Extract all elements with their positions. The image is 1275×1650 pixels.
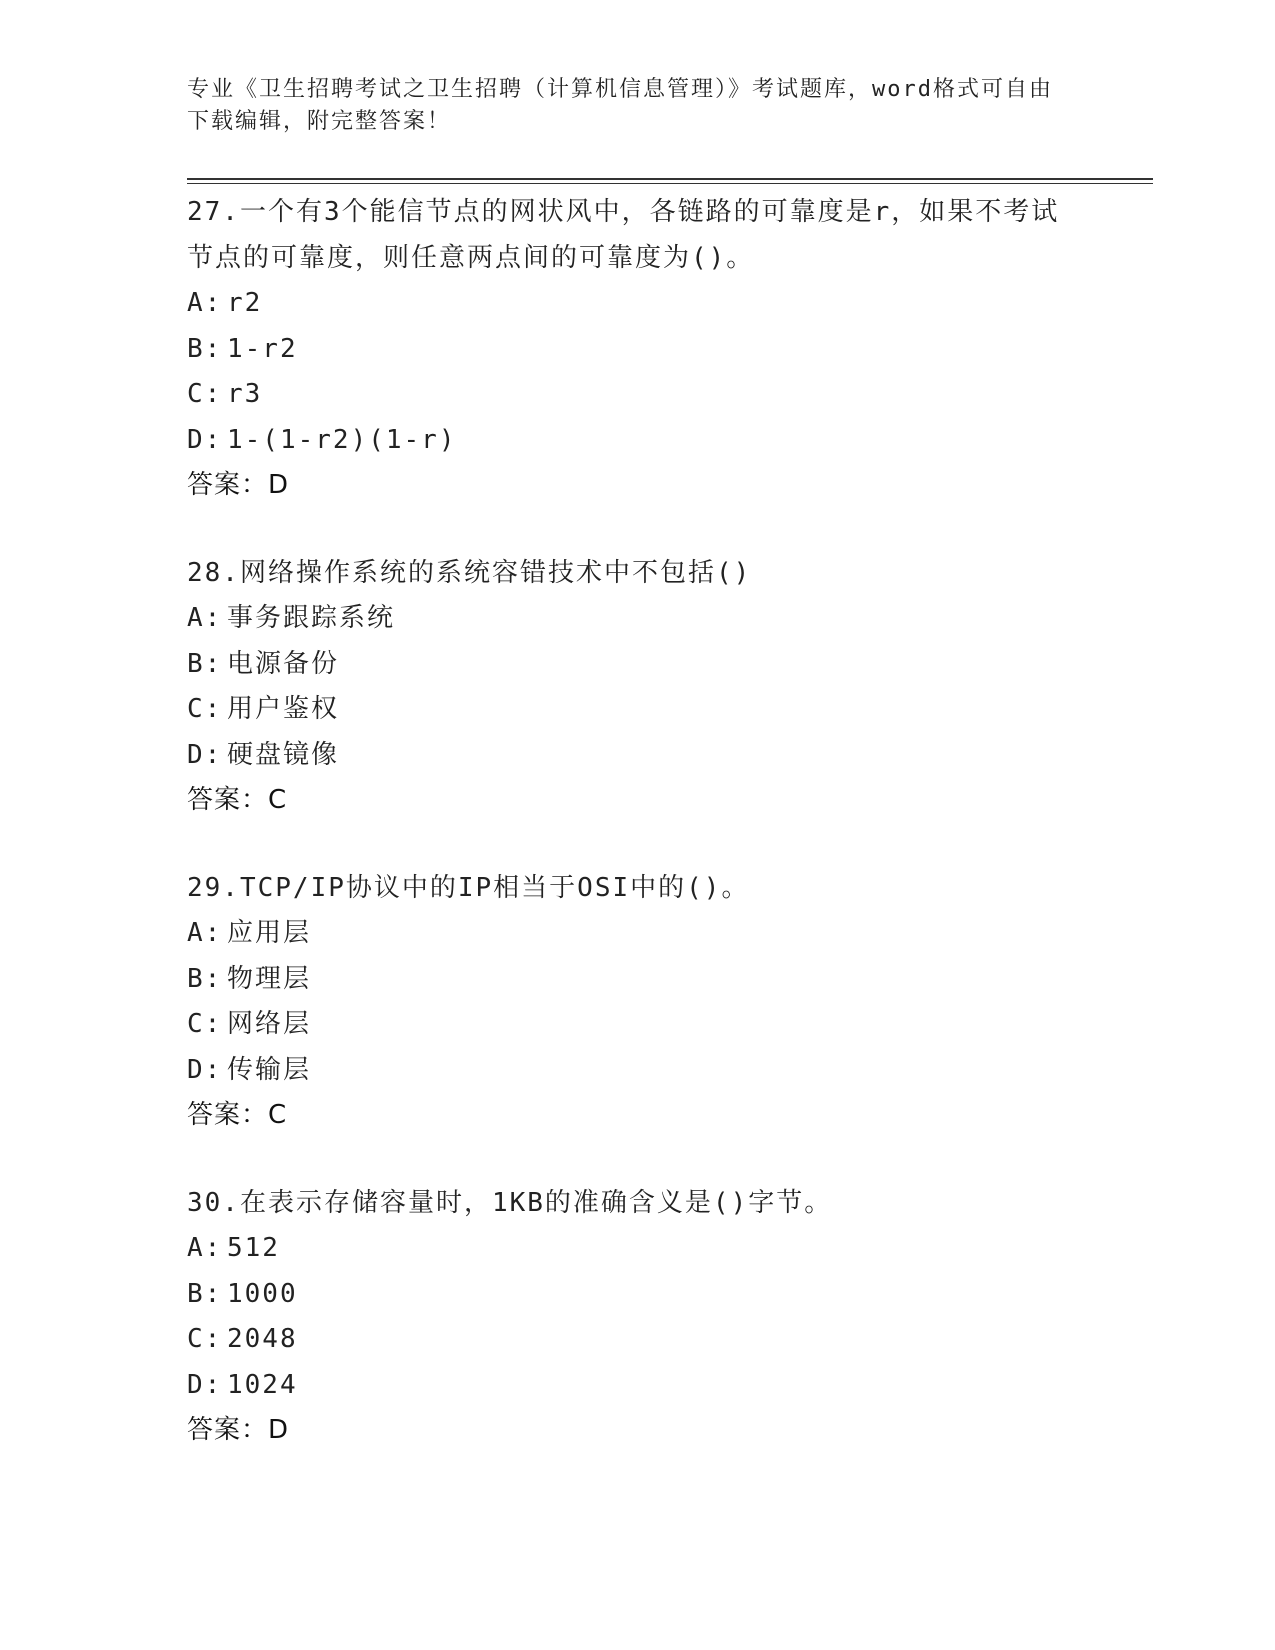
option-text: 2048 (227, 1324, 298, 1354)
option-text: 物理层 (227, 963, 312, 994)
header-divider-thin (187, 183, 1153, 184)
option-b (187, 1272, 1067, 1318)
option-c (187, 1317, 1067, 1363)
option-text: 事务跟踪系统 (227, 603, 396, 633)
answer-label: 答案： (187, 785, 269, 815)
option-text: 1000 (227, 1278, 298, 1309)
option-text: 512 (227, 1233, 280, 1263)
question-stem: 27.一个有3个能信节点的网状风中，各链路的可靠度是r，如果不考试节点的可靠度，则任意两点间的可靠度为()。 (187, 197, 1060, 273)
answer-label: 答案： (187, 1415, 269, 1445)
option-letter: B: (187, 648, 223, 679)
question-29 (187, 866, 1067, 1139)
option-letter: D: (187, 1369, 223, 1400)
question-27 (187, 190, 1067, 509)
option-text: r3 (227, 379, 263, 409)
option-b (187, 642, 1067, 688)
option-text: 1-r2 (227, 333, 298, 364)
option-d (187, 1363, 1067, 1409)
header-divider-thick (187, 178, 1153, 180)
question-stem: 30.在表示存储容量时，1KB的准确含义是()字节。 (187, 1187, 833, 1218)
option-d (187, 1048, 1067, 1094)
option-text: 应用层 (227, 918, 312, 948)
answer-label: 答案： (187, 1100, 269, 1130)
option-letter: D: (187, 1054, 223, 1085)
answer-line (187, 1093, 1067, 1139)
question-30 (187, 1181, 1067, 1454)
option-letter: B: (187, 333, 223, 364)
option-letter: A: (187, 603, 223, 633)
answer-value: D (268, 470, 290, 500)
option-text: 1024 (227, 1369, 298, 1400)
option-c (187, 687, 1067, 733)
option-letter: D: (187, 739, 223, 770)
option-letter: C: (187, 694, 223, 724)
option-letter: C: (187, 379, 223, 409)
option-a (187, 596, 1067, 642)
answer-value: C (268, 1100, 288, 1130)
option-a (187, 911, 1067, 957)
option-b (187, 957, 1067, 1003)
option-letter: D: (187, 424, 223, 455)
option-letter: A: (187, 918, 223, 948)
option-d (187, 733, 1067, 779)
option-c (187, 372, 1067, 418)
option-letter: A: (187, 288, 223, 318)
option-a (187, 1226, 1067, 1272)
answer-line (187, 463, 1067, 509)
option-text: r2 (227, 288, 263, 318)
answer-value: C (268, 785, 288, 815)
option-letter: B: (187, 1278, 223, 1309)
answer-line (187, 1408, 1067, 1454)
option-c (187, 1002, 1067, 1048)
option-text: 硬盘镜像 (227, 739, 340, 770)
option-text: 传输层 (227, 1054, 312, 1085)
option-letter: A: (187, 1233, 223, 1263)
answer-line (187, 778, 1067, 824)
option-b (187, 327, 1067, 373)
answer-value: D (268, 1415, 290, 1445)
option-text: 网络层 (227, 1009, 312, 1039)
option-d (187, 418, 1067, 464)
answer-label: 答案： (187, 470, 269, 500)
question-list (187, 190, 1067, 1496)
question-stem: 28.网络操作系统的系统容错技术中不包括() (187, 557, 752, 588)
option-letter: C: (187, 1009, 223, 1039)
question-28 (187, 551, 1067, 824)
option-text: 电源备份 (227, 648, 340, 679)
document-header: 专业《卫生招聘考试之卫生招聘（计算机信息管理）》考试题库，word格式可自由下载编辑，附完整答案！ (187, 77, 1053, 134)
option-letter: B: (187, 963, 223, 994)
option-letter: C: (187, 1324, 223, 1354)
question-stem: 29.TCP/IP协议中的IP相当于OSI中的()。 (187, 872, 750, 903)
option-text: 1-(1-r2)(1-r) (227, 424, 457, 455)
option-text: 用户鉴权 (227, 694, 340, 724)
option-a (187, 281, 1067, 327)
